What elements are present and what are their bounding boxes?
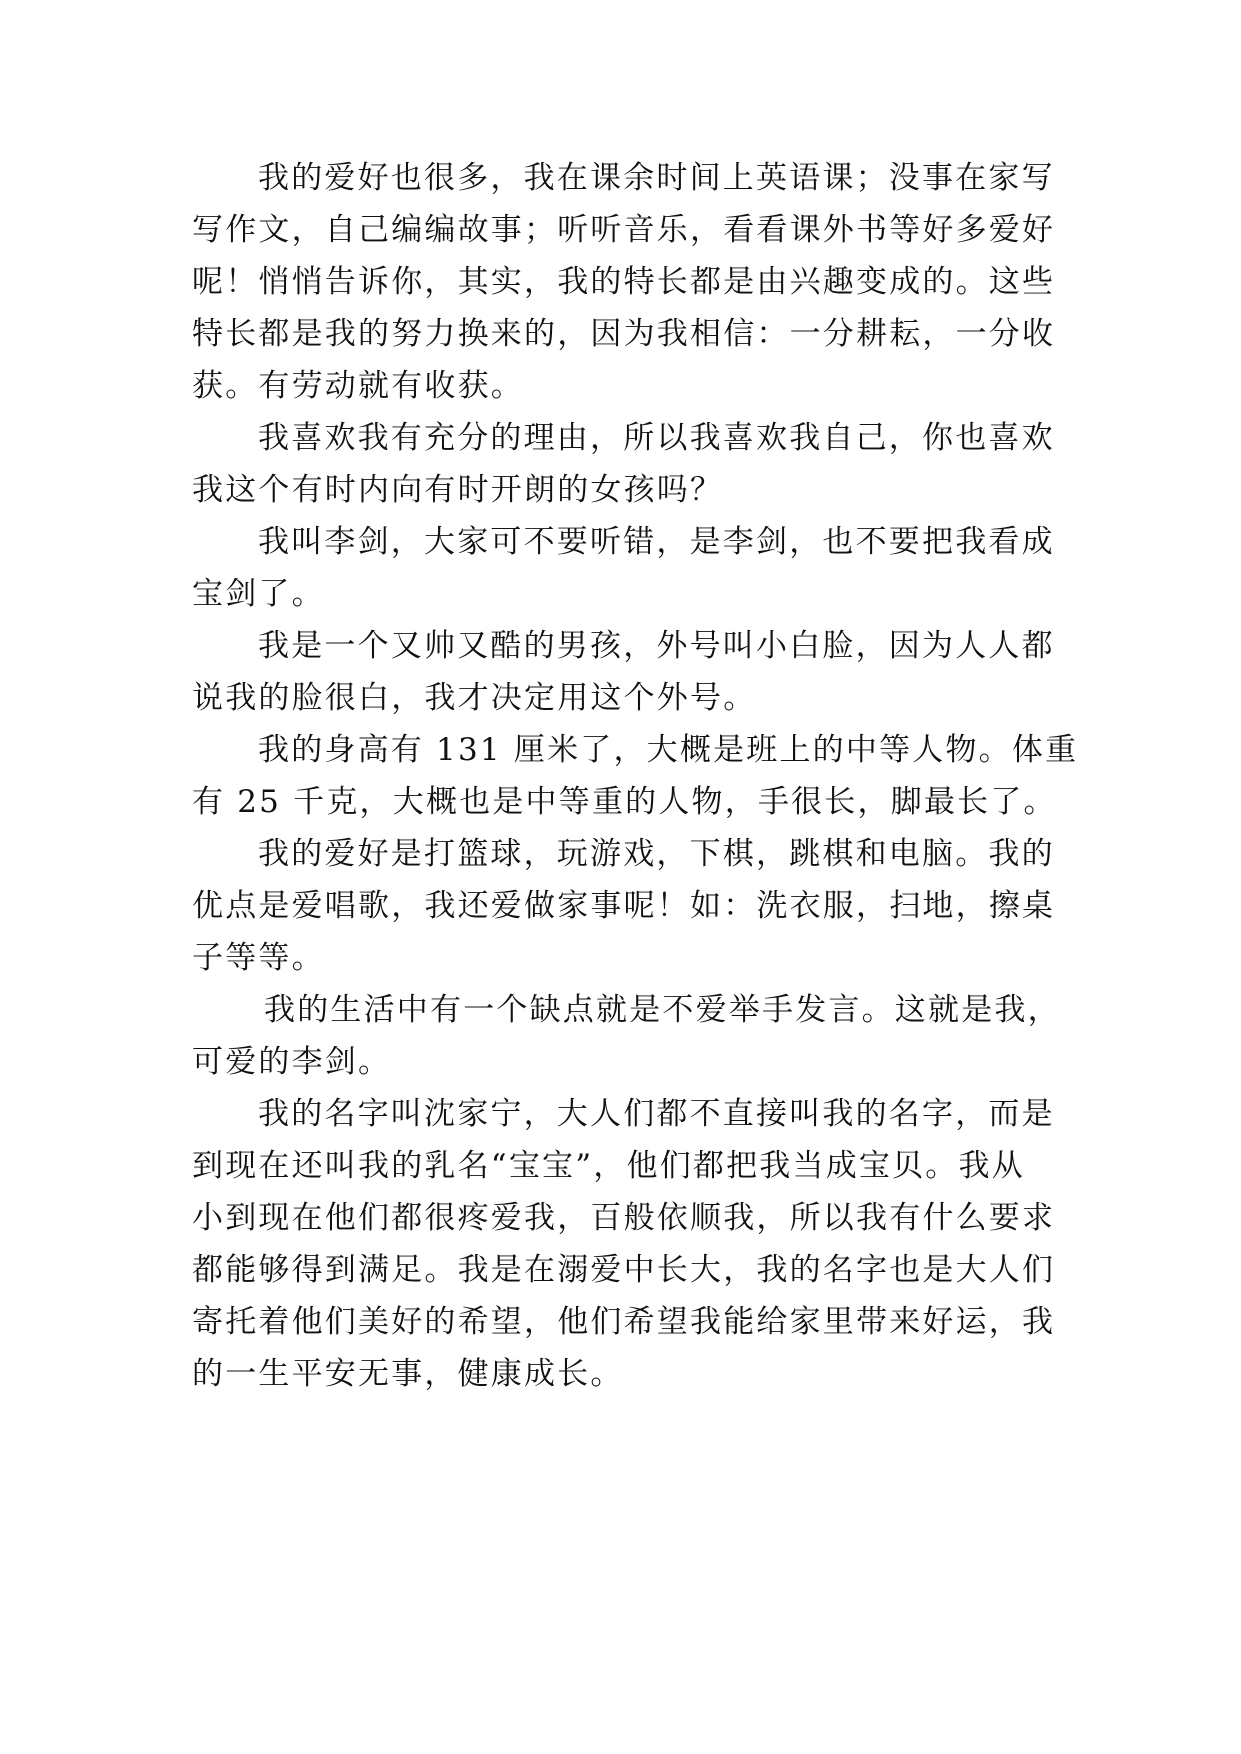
paragraph-line: 写作文，自己编编故事；听听音乐，看看课外书等好多爱好 bbox=[192, 212, 1056, 248]
paragraph-line: 我是一个又帅又酷的男孩，外号叫小白脸，因为人人都 bbox=[258, 628, 1055, 664]
paragraph-line: 呢！悄悄告诉你，其实，我的特长都是由兴趣变成的。这些 bbox=[192, 264, 1056, 300]
paragraph-line: 我的爱好是打篮球，玩游戏，下棋，跳棋和电脑。我的 bbox=[258, 836, 1055, 872]
paragraph-line: 到现在还叫我的乳名“宝宝”，他们都把我当成宝贝。我从 bbox=[192, 1148, 1025, 1184]
paragraph-line: 都能够得到满足。我是在溺爱中长大，我的名字也是大人们 bbox=[192, 1252, 1056, 1288]
paragraph-line: 优点是爱唱歌，我还爱做家事呢！如：洗衣服，扫地，擦桌 bbox=[192, 888, 1056, 924]
paragraph-line: 获。有劳动就有收获。 bbox=[192, 368, 524, 404]
paragraph-line: 有 25 千克，大概也是中等重的人物，手很长，脚最长了。 bbox=[192, 784, 1057, 820]
paragraph-line: 我叫李剑，大家可不要听错，是李剑，也不要把我看成 bbox=[258, 524, 1055, 560]
paragraph-line: 我的名字叫沈家宁，大人们都不直接叫我的名字，而是 bbox=[258, 1096, 1055, 1132]
paragraph-line: 我喜欢我有充分的理由，所以我喜欢我自己，你也喜欢 bbox=[258, 420, 1055, 456]
paragraph-line: 我的身高有 131 厘米了，大概是班上的中等人物。体重 bbox=[258, 732, 1079, 768]
paragraph-line: 宝剑了。 bbox=[192, 576, 325, 612]
paragraph-line: 的一生平安无事，健康成长。 bbox=[192, 1356, 624, 1392]
paragraph-line: 可爱的李剑。 bbox=[192, 1044, 392, 1080]
paragraph-line: 小到现在他们都很疼爱我，百般依顺我，所以我有什么要求 bbox=[192, 1200, 1056, 1236]
paragraph-line: 我的生活中有一个缺点就是不爱举手发言。这就是我， bbox=[264, 992, 1061, 1028]
paragraph-line: 我这个有时内向有时开朗的女孩吗？ bbox=[192, 472, 724, 508]
paragraph-line: 说我的脸很白，我才决定用这个外号。 bbox=[192, 680, 757, 716]
paragraph-line: 寄托着他们美好的希望，他们希望我能给家里带来好运，我 bbox=[192, 1304, 1056, 1340]
paragraph-line: 特长都是我的努力换来的，因为我相信：一分耕耘，一分收 bbox=[192, 316, 1056, 352]
paragraph-line: 子等等。 bbox=[192, 940, 325, 976]
paragraph-line: 我的爱好也很多，我在课余时间上英语课；没事在家写 bbox=[258, 160, 1055, 196]
